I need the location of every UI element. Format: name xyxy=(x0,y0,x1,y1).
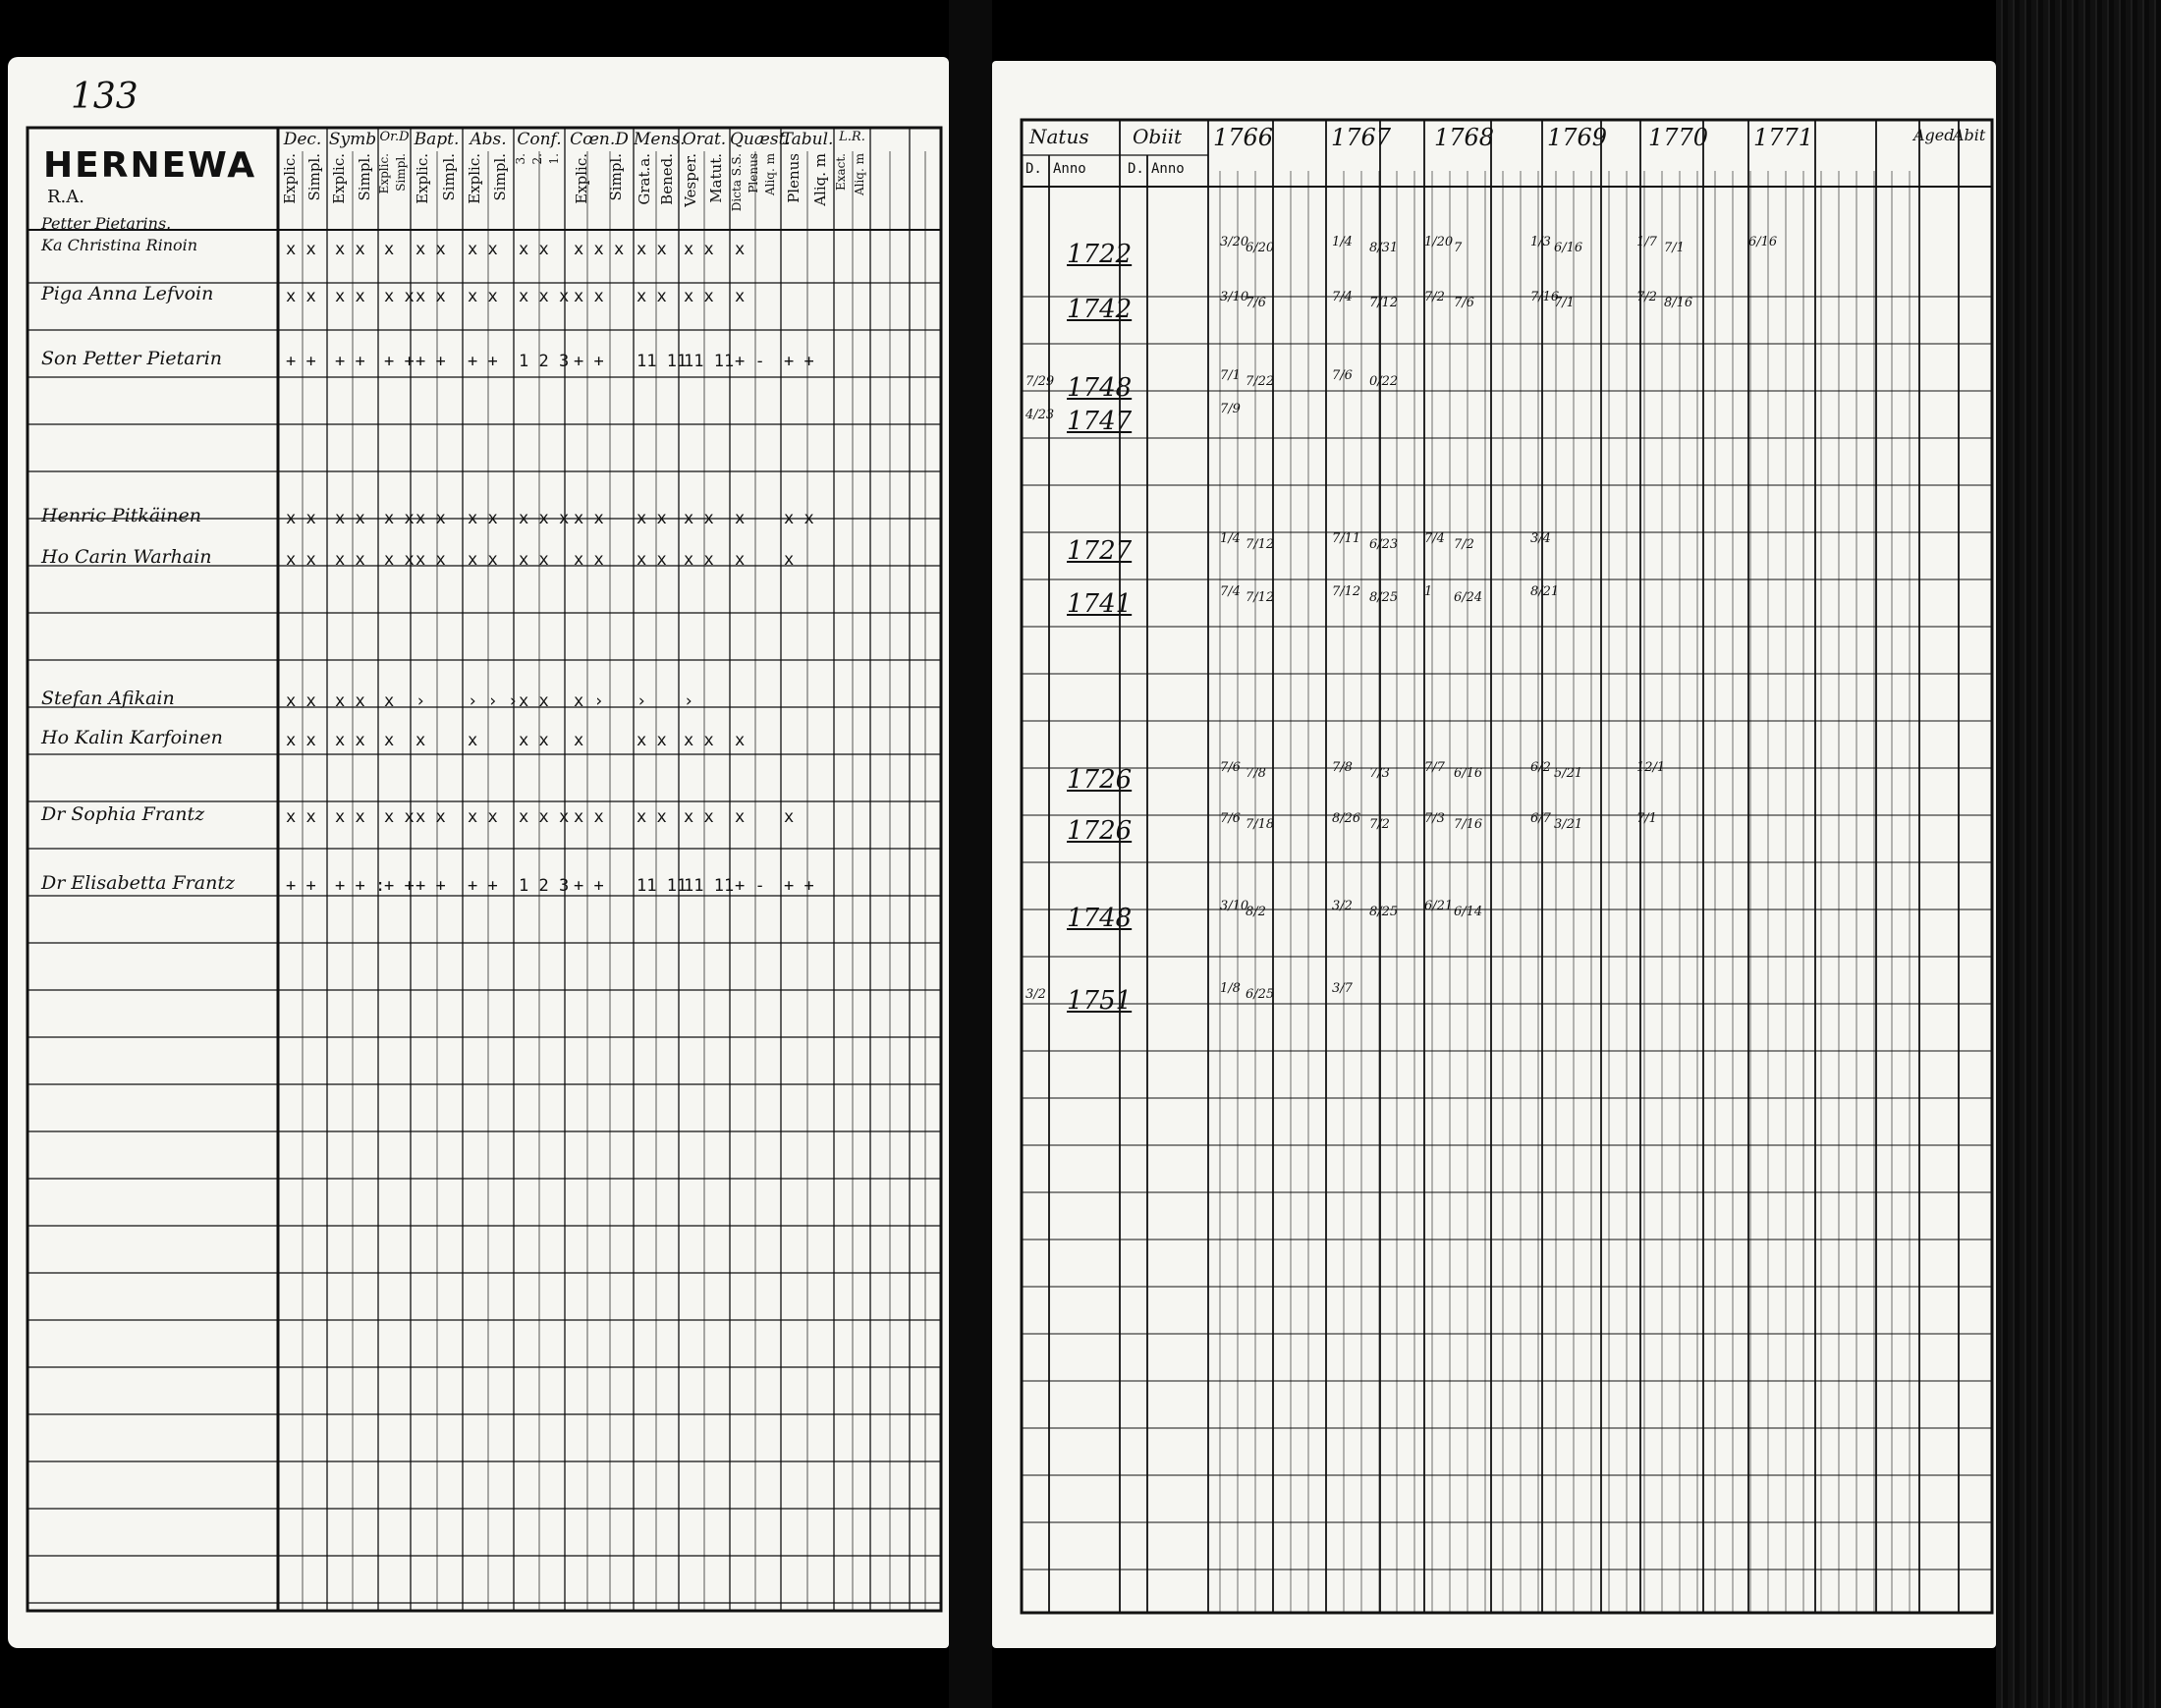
catechism-mark: + + xyxy=(574,876,604,896)
subheader-orat-1: Matut. xyxy=(707,153,725,203)
book-edge xyxy=(1996,0,2161,1708)
examination-date-note: 8/25 xyxy=(1369,905,1399,919)
catechism-mark: x x xyxy=(637,509,667,528)
left-page xyxy=(8,57,949,1648)
catechism-mark: x x xyxy=(519,731,549,750)
year-header-1768: 1768 xyxy=(1434,124,1495,151)
examination-date-note: 6/16 xyxy=(1748,235,1778,249)
catechism-mark: + + xyxy=(286,876,316,896)
examination-date-note: 7/1 xyxy=(1554,296,1575,310)
examination-date-note: 8/2 xyxy=(1246,905,1266,919)
examination-date-note: 7/22 xyxy=(1246,374,1275,389)
birth-year: 1741 xyxy=(1067,589,1133,619)
catechism-mark: x x xyxy=(574,550,604,570)
examination-date-note: 7/1 xyxy=(1220,368,1241,383)
catechism-mark: + + xyxy=(335,352,365,371)
catechism-mark: x x x xyxy=(519,509,570,528)
person-name-line2: Ka Christina Rinoin xyxy=(41,236,198,254)
examination-date-note: 7/16 xyxy=(1530,290,1560,304)
examination-date-note: 3/7 xyxy=(1332,981,1353,996)
header-mens: Mens. xyxy=(634,130,686,149)
person-name: Dr Sophia Frantz xyxy=(41,803,205,825)
subheader-quaest-2: Aliq. m xyxy=(763,153,778,196)
catechism-mark: x x xyxy=(519,550,549,570)
subheader-dec-1: Simpl. xyxy=(305,153,323,201)
examination-date-note: 7/6 xyxy=(1220,760,1241,775)
examination-date-note: 7/2 xyxy=(1636,290,1657,304)
examination-date-note: 7/4 xyxy=(1424,531,1445,546)
examination-date-note: 7/2 xyxy=(1369,817,1390,832)
examination-date-note: 0/22 xyxy=(1369,374,1399,389)
examination-date-note: 7/6 xyxy=(1220,811,1241,826)
person-name-line1: Petter Pietarins. xyxy=(41,214,172,233)
header-conf: Conf. xyxy=(517,130,562,149)
catechism-mark: + - xyxy=(735,876,765,896)
examination-date-note: 1/4 xyxy=(1332,235,1353,249)
examination-date-note: 6/7 xyxy=(1530,811,1551,826)
catechism-mark: x x xyxy=(286,509,316,528)
examination-date-note: 5/21 xyxy=(1554,766,1583,781)
catechism-mark: x xyxy=(468,731,478,750)
examination-date-note: 7/18 xyxy=(1246,817,1275,832)
year-header-1767: 1767 xyxy=(1331,124,1392,151)
subheader-abs-1: Simpl. xyxy=(491,153,509,201)
subheader-bapt-1: Simpl. xyxy=(439,153,458,201)
catechism-mark: x x xyxy=(384,807,415,827)
subheader-ord-1: Simpl. xyxy=(393,153,408,192)
birth-year: 1727 xyxy=(1067,536,1133,566)
subheader-mens-0: Grat.a. xyxy=(635,153,653,205)
subheader-coend-0: Explic. xyxy=(572,153,590,204)
catechism-mark: x x xyxy=(574,509,604,528)
catechism-mark: x xyxy=(735,240,746,259)
catechism-mark: x x x xyxy=(519,807,570,827)
catechism-mark: x xyxy=(735,550,746,570)
examination-date-note: 6/16 xyxy=(1554,241,1583,255)
catechism-mark: + + xyxy=(384,352,415,371)
catechism-mark: + - xyxy=(735,352,765,371)
catechism-mark: x x xyxy=(335,691,365,711)
catechism-mark: + + xyxy=(784,876,814,896)
catechism-mark: x x xyxy=(416,509,446,528)
birth-day-note: 7/29 xyxy=(1025,374,1055,389)
subheader-lr-1: Aliq. m xyxy=(852,153,866,196)
examination-date-note: 7/8 xyxy=(1246,766,1266,781)
birth-year: 1748 xyxy=(1067,904,1133,933)
examination-date-note: 7/12 xyxy=(1246,590,1275,605)
examination-date-note: 3/10 xyxy=(1220,290,1249,304)
subheader-tabul-1: Aliq. m xyxy=(810,153,829,206)
person-name: Henric Pitkäinen xyxy=(41,505,202,526)
catechism-mark: x xyxy=(784,807,795,827)
examination-date-note: 6/14 xyxy=(1454,905,1483,919)
examination-date-note: 1/3 xyxy=(1530,235,1551,249)
catechism-mark: x x xyxy=(384,550,415,570)
subheader-tabul-0: Plenus xyxy=(784,153,803,203)
examination-date-note: 7/6 xyxy=(1246,296,1266,310)
catechism-mark: x x xyxy=(384,287,415,306)
examination-date-note: 7/6 xyxy=(1454,296,1474,310)
subheader-symb-0: Explic. xyxy=(330,153,348,204)
catechism-mark: + + xyxy=(574,352,604,371)
abit-header: Abit xyxy=(1953,126,1986,144)
catechism-mark: x x xyxy=(574,287,604,306)
catechism-mark: x x xyxy=(286,287,316,306)
examination-date-note: 6/25 xyxy=(1246,987,1275,1002)
examination-date-note: 7/16 xyxy=(1454,817,1483,832)
subheader-dec-0: Explic. xyxy=(280,153,299,204)
catechism-mark: 11 11 xyxy=(637,352,688,371)
examination-date-note: 7/1 xyxy=(1636,811,1657,826)
examination-date-note: 1/4 xyxy=(1220,531,1241,546)
catechism-mark: x xyxy=(384,731,395,750)
catechism-mark: x xyxy=(735,731,746,750)
header-symb: Symb xyxy=(328,130,377,149)
examination-date-note: 7 xyxy=(1454,241,1463,255)
catechism-mark: x xyxy=(384,691,395,711)
catechism-mark: x x xyxy=(637,240,667,259)
catechism-mark: x x xyxy=(684,550,714,570)
examination-date-note: 7/3 xyxy=(1369,766,1390,781)
catechism-mark: 1 2 3 xyxy=(519,876,570,896)
subheader-coend-1: Simpl. xyxy=(606,153,625,201)
catechism-mark: x x x xyxy=(519,287,570,306)
birth-year: 1751 xyxy=(1067,986,1133,1016)
catechism-mark: x x xyxy=(286,240,316,259)
subheader-quaest-0: Dicta S.S. xyxy=(729,153,744,212)
catechism-mark: x x xyxy=(637,807,667,827)
birth-year: 1726 xyxy=(1067,765,1133,795)
examination-date-note: 7/4 xyxy=(1332,290,1353,304)
catechism-mark: + + xyxy=(416,352,446,371)
catechism-mark: x x xyxy=(416,807,446,827)
examination-date-note: 8/26 xyxy=(1332,811,1361,826)
catechism-mark: x x xyxy=(335,807,365,827)
catechism-mark: x xyxy=(735,807,746,827)
catechism-mark: x x xyxy=(519,240,549,259)
birth-year: 1748 xyxy=(1067,373,1133,403)
examination-date-note: 7/12 xyxy=(1246,537,1275,552)
examination-date-note: 3/4 xyxy=(1530,531,1551,546)
person-name: Son Petter Pietarin xyxy=(41,348,223,369)
examination-date-note: 7/7 xyxy=(1424,760,1445,775)
examination-date-note: 3/20 xyxy=(1220,235,1249,249)
person-name: Dr Elisabetta Frantz xyxy=(41,872,235,894)
examination-date-note: 7/12 xyxy=(1332,584,1361,599)
catechism-mark: x x xyxy=(684,509,714,528)
catechism-mark: x x x xyxy=(574,240,625,259)
examination-date-note: 6/16 xyxy=(1454,766,1483,781)
subheader-quaest-1: Plenus xyxy=(747,153,760,193)
person-name: Ho Kalin Karfoinen xyxy=(41,727,223,748)
subheader-conf-0: 3. xyxy=(513,153,527,165)
birth-year: 1726 xyxy=(1067,816,1133,846)
subheader-abs-0: Explic. xyxy=(466,153,483,204)
catechism-mark: + + xyxy=(286,352,316,371)
subheader-lr-0: Exact. xyxy=(834,153,849,192)
catechism-mark: 11 11 xyxy=(684,352,735,371)
catechism-mark: x x xyxy=(684,807,714,827)
village-title: HERNEWA xyxy=(43,145,257,186)
catechism-mark: 11 11 xyxy=(637,876,688,896)
catechism-mark: x x xyxy=(416,240,446,259)
examination-date-note: 7/8 xyxy=(1332,760,1353,775)
examination-date-note: 7/2 xyxy=(1424,290,1445,304)
obiit-header: Obiit xyxy=(1133,125,1183,148)
birth-day-note: 3/2 xyxy=(1025,987,1046,1002)
examination-date-note: 7/6 xyxy=(1332,368,1353,383)
header-orat: Orat. xyxy=(682,130,727,149)
examination-date-note: 7/11 xyxy=(1332,531,1361,546)
subheader-bapt-0: Explic. xyxy=(414,153,432,204)
catechism-mark: x xyxy=(416,731,426,750)
catechism-mark: 11 11 xyxy=(684,876,735,896)
catechism-mark: + + xyxy=(384,876,415,896)
examination-date-note: 8/16 xyxy=(1664,296,1693,310)
catechism-mark: x x xyxy=(416,550,446,570)
examination-date-note: 6/2 xyxy=(1530,760,1551,775)
catechism-mark: › xyxy=(637,691,647,711)
birth-year: 1747 xyxy=(1067,407,1133,436)
catechism-mark: + + : xyxy=(335,876,386,896)
person-name: Ho Carin Warhain xyxy=(41,546,212,568)
catechism-mark: x x xyxy=(468,287,498,306)
page-number: 133 xyxy=(71,77,139,117)
examination-date-note: 6/23 xyxy=(1369,537,1399,552)
catechism-mark: x x xyxy=(637,550,667,570)
subheader-conf-2: 1. xyxy=(547,153,562,165)
catechism-mark: 1 2 3 xyxy=(519,352,570,371)
catechism-mark: x x xyxy=(684,240,714,259)
examination-date-note: 3/10 xyxy=(1220,899,1249,913)
examination-date-note: 8/21 xyxy=(1530,584,1560,599)
examination-date-note: 7/2 xyxy=(1454,537,1474,552)
catechism-mark: x x xyxy=(574,807,604,827)
catechism-mark: x x xyxy=(286,731,316,750)
natus-header: Natus xyxy=(1029,125,1089,148)
catechism-mark: x x xyxy=(286,691,316,711)
catechism-mark: › › › xyxy=(468,691,519,711)
catechism-mark: x › xyxy=(574,691,604,711)
catechism-mark: x x xyxy=(335,240,365,259)
catechism-mark: › xyxy=(416,691,426,711)
subheader-orat-0: Vesper. xyxy=(682,153,699,207)
catechism-mark: x x xyxy=(519,691,549,711)
catechism-mark: x x xyxy=(286,550,316,570)
examination-date-note: 7/9 xyxy=(1220,402,1241,416)
examination-date-note: 3/2 xyxy=(1332,899,1353,913)
catechism-mark: + + xyxy=(468,876,498,896)
catechism-mark: + + xyxy=(784,352,814,371)
catechism-mark: x x xyxy=(684,731,714,750)
right-page xyxy=(992,61,1996,1648)
catechism-mark: x xyxy=(735,509,746,528)
year-header-1770: 1770 xyxy=(1648,124,1709,151)
catechism-mark: x x xyxy=(416,287,446,306)
subheader-symb-1: Simpl. xyxy=(356,153,373,201)
catechism-mark: x x xyxy=(468,550,498,570)
catechism-mark: › xyxy=(684,691,694,711)
book-binding xyxy=(949,0,992,1708)
header-bapt: Bapt. xyxy=(414,130,460,149)
catechism-mark: x xyxy=(384,240,395,259)
catechism-mark: x x xyxy=(335,287,365,306)
catechism-mark: x x xyxy=(637,731,667,750)
header-abs: Abs. xyxy=(470,130,507,149)
header-lr: L.R. xyxy=(839,130,865,144)
catechism-mark: x xyxy=(574,731,584,750)
obiit-year-subheader: Anno xyxy=(1151,161,1185,177)
catechism-mark: x x xyxy=(335,509,365,528)
header-tabul: Tabul. xyxy=(781,130,834,149)
examination-date-note: 12/1 xyxy=(1636,760,1666,775)
examination-date-note: 7/12 xyxy=(1369,296,1399,310)
subheader-ord-0: Explic. xyxy=(377,153,392,194)
person-name: Pigа Anna Lefvoin xyxy=(41,283,214,304)
catechism-mark: x x xyxy=(286,807,316,827)
header-dec: Dec. xyxy=(283,130,322,149)
header-ord: Or.D xyxy=(379,130,410,144)
obiit-day-subheader: D. xyxy=(1128,161,1144,177)
header-quaest: Quæst. xyxy=(730,130,791,149)
birth-year: 1742 xyxy=(1067,295,1133,324)
catechism-mark: + + xyxy=(468,352,498,371)
examination-date-note: 1 xyxy=(1424,584,1433,599)
catechism-mark: x x xyxy=(335,731,365,750)
catechism-mark: x x xyxy=(684,287,714,306)
subheader-conf-1: 2. xyxy=(530,153,544,165)
examination-date-note: 8/31 xyxy=(1369,241,1399,255)
catechism-mark: x xyxy=(784,550,795,570)
examination-date-note: 1/7 xyxy=(1636,235,1657,249)
catechism-mark: x x xyxy=(468,807,498,827)
subheader-mens-1: Bened. xyxy=(657,153,676,205)
year-header-1769: 1769 xyxy=(1547,124,1608,151)
examination-date-note: 7/1 xyxy=(1664,241,1685,255)
catechism-mark: x x xyxy=(468,240,498,259)
examination-date-note: 1/8 xyxy=(1220,981,1241,996)
catechism-mark: x x xyxy=(335,550,365,570)
catechism-mark: x x xyxy=(468,509,498,528)
right-ruled-grid xyxy=(992,61,1996,1648)
aged-header: Aged xyxy=(1913,126,1955,144)
catechism-mark: + + xyxy=(416,876,446,896)
examination-date-note: 1/20 xyxy=(1424,235,1454,249)
header-coend: Cœn.D xyxy=(570,130,629,149)
natus-year-subheader: Anno xyxy=(1053,161,1086,177)
person-name: Stefan Afikain xyxy=(41,688,175,709)
examination-date-note: 6/21 xyxy=(1424,899,1454,913)
examination-date-note: 7/3 xyxy=(1424,811,1445,826)
examination-date-note: 8/25 xyxy=(1369,590,1399,605)
year-header-1766: 1766 xyxy=(1213,124,1274,151)
village-code: R.A. xyxy=(47,187,84,207)
catechism-mark: x x xyxy=(637,287,667,306)
catechism-mark: x xyxy=(735,287,746,306)
catechism-mark: x x xyxy=(384,509,415,528)
natus-day-subheader: D. xyxy=(1025,161,1042,177)
examination-date-note: 6/20 xyxy=(1246,241,1275,255)
examination-date-note: 3/21 xyxy=(1554,817,1583,832)
year-header-1771: 1771 xyxy=(1753,124,1814,151)
birth-day-note: 4/23 xyxy=(1025,408,1055,422)
examination-date-note: 7/4 xyxy=(1220,584,1241,599)
examination-date-note: 6/24 xyxy=(1454,590,1483,605)
birth-year: 1722 xyxy=(1067,240,1133,269)
catechism-mark: x x xyxy=(784,509,814,528)
